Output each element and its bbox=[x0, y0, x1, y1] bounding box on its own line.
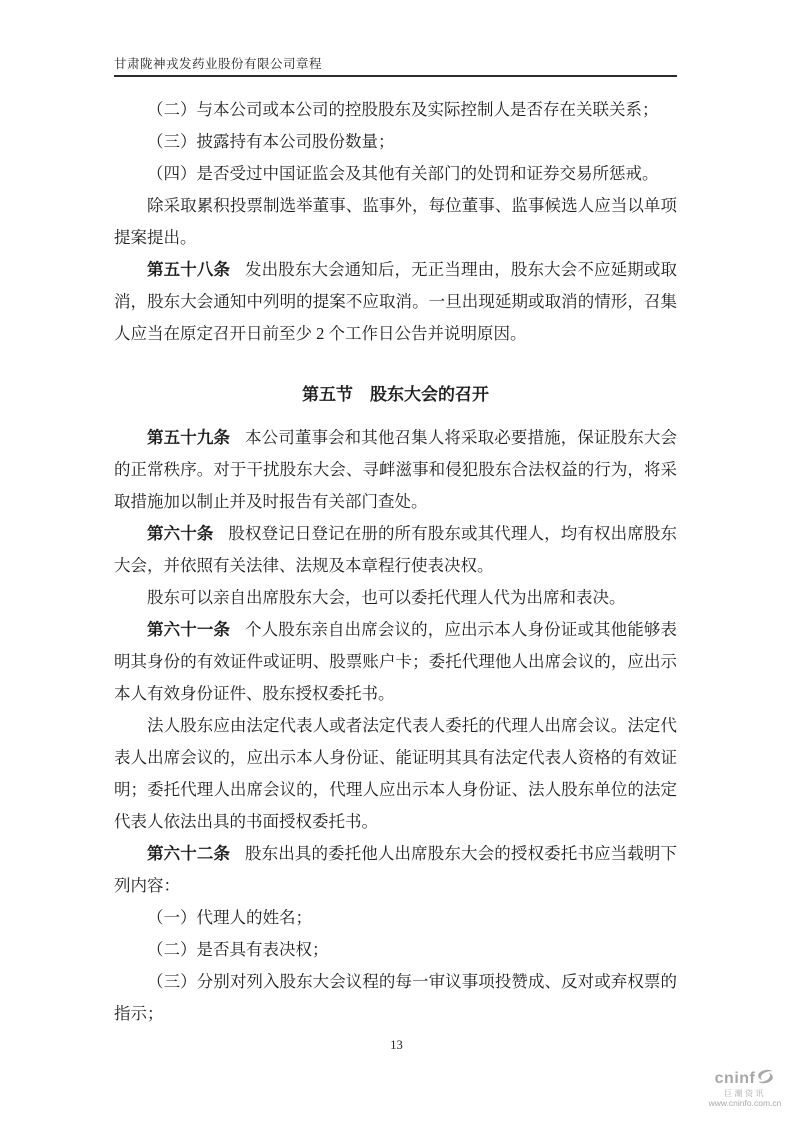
paragraph-text: （一）代理人的姓名； bbox=[147, 908, 312, 927]
paragraph-text: 股权登记日登记在册的所有股东或其代理人，均有权出席股东大会，并依照有关法律、法规及本章程行使表决权。 bbox=[114, 524, 678, 575]
article-paragraph bbox=[114, 614, 677, 710]
document-body bbox=[114, 94, 677, 1030]
header-rule bbox=[114, 75, 677, 77]
article-paragraph bbox=[114, 254, 677, 350]
list-item bbox=[114, 966, 677, 1030]
cninfo-logo-top bbox=[701, 1068, 789, 1090]
paragraph-text: 股东出具的委托他人出席股东大会的授权委托书应当载明下列内容： bbox=[114, 844, 677, 895]
section-heading-text: 第五节 股东大会的召开 bbox=[302, 385, 489, 404]
list-item bbox=[114, 126, 677, 158]
body-paragraph bbox=[114, 190, 677, 254]
header-title: 甘肃陇神戎发药业股份有限公司章程 bbox=[114, 57, 323, 71]
paragraph-text: 发出股东大会通知后，无正当理由，股东大会不应延期或取消，股东大会通知中列明的提案不应取消。一旦出现延期或取消的情形，召集人应当在原定召开日前至少 2 个工作日公告并说明原因。 bbox=[114, 260, 677, 343]
page-number: 13 bbox=[390, 1038, 403, 1052]
paragraph-text: （四）是否受过中国证监会及其他有关部门的处罚和证券交易所惩戒。 bbox=[147, 164, 659, 183]
body-paragraph bbox=[114, 582, 677, 614]
list-item bbox=[114, 158, 677, 190]
list-item bbox=[114, 94, 677, 126]
cninfo-url: www.cninfo.com.cn bbox=[708, 1098, 782, 1109]
paragraph-text: 本公司董事会和其他召集人将采取必要措施，保证股东大会的正常秩序。对于干扰股东大会、寻衅滋事和侵犯股东合法权益的行为，将采取措施加以制止并及时报告有关部门查处。 bbox=[114, 428, 677, 511]
paragraph-text: （三）披露持有本公司股份数量； bbox=[147, 132, 395, 151]
paragraph-text: 除采取累积投票制选举董事、监事外，每位董事、监事候选人应当以单项提案提出。 bbox=[114, 196, 677, 247]
paragraph-text: （二）是否具有表决权； bbox=[147, 940, 329, 959]
article-number: 第五十八条 bbox=[147, 260, 231, 279]
article-number: 第六十条 bbox=[147, 524, 214, 543]
paragraph-text: （二）与本公司或本公司的控股股东及实际控制人是否存在关联关系； bbox=[147, 100, 659, 119]
list-item bbox=[114, 934, 677, 966]
body-paragraph bbox=[114, 710, 677, 838]
paragraph-text: 股东可以亲自出席股东大会，也可以委托代理人代为出席和表决。 bbox=[147, 588, 626, 607]
cninfo-swirl-icon bbox=[756, 1068, 775, 1090]
article-paragraph bbox=[114, 518, 677, 582]
paragraph-text: 个人股东亲自出席会议的，应出示本人身份证或其他能够表明其身份的有效证件或证明、股票账户卡；委托代理他人出席会议的，应出示本人有效身份证件、股东授权委托书。 bbox=[114, 620, 677, 703]
cninfo-subtitle: 巨潮资讯 bbox=[724, 1088, 766, 1098]
section-heading bbox=[114, 379, 677, 411]
paragraph-text: 法人股东应由法定代表人或者法定代表人委托的代理人出席会议。法定代表人出席会议的，应出示本人身份证、能证明其具有法定代表人资格的有效证明；委托代理人出席会议的，代理人应出示本人身份证、法人股东单位的法定代表人依法出具的书面授权委托书。 bbox=[114, 716, 677, 831]
paragraph-text: （三）分别对列入股东大会议程的每一审议事项投赞成、反对或弃权票的指示； bbox=[114, 972, 677, 1023]
article-paragraph bbox=[114, 422, 677, 518]
article-paragraph bbox=[114, 838, 677, 902]
cninfo-logo bbox=[701, 1068, 789, 1109]
article-number: 第六十二条 bbox=[147, 844, 231, 863]
cninfo-wordmark: cninf bbox=[714, 1070, 756, 1087]
article-number: 第五十九条 bbox=[147, 428, 231, 447]
list-item bbox=[114, 902, 677, 934]
article-number: 第六十一条 bbox=[147, 620, 231, 639]
